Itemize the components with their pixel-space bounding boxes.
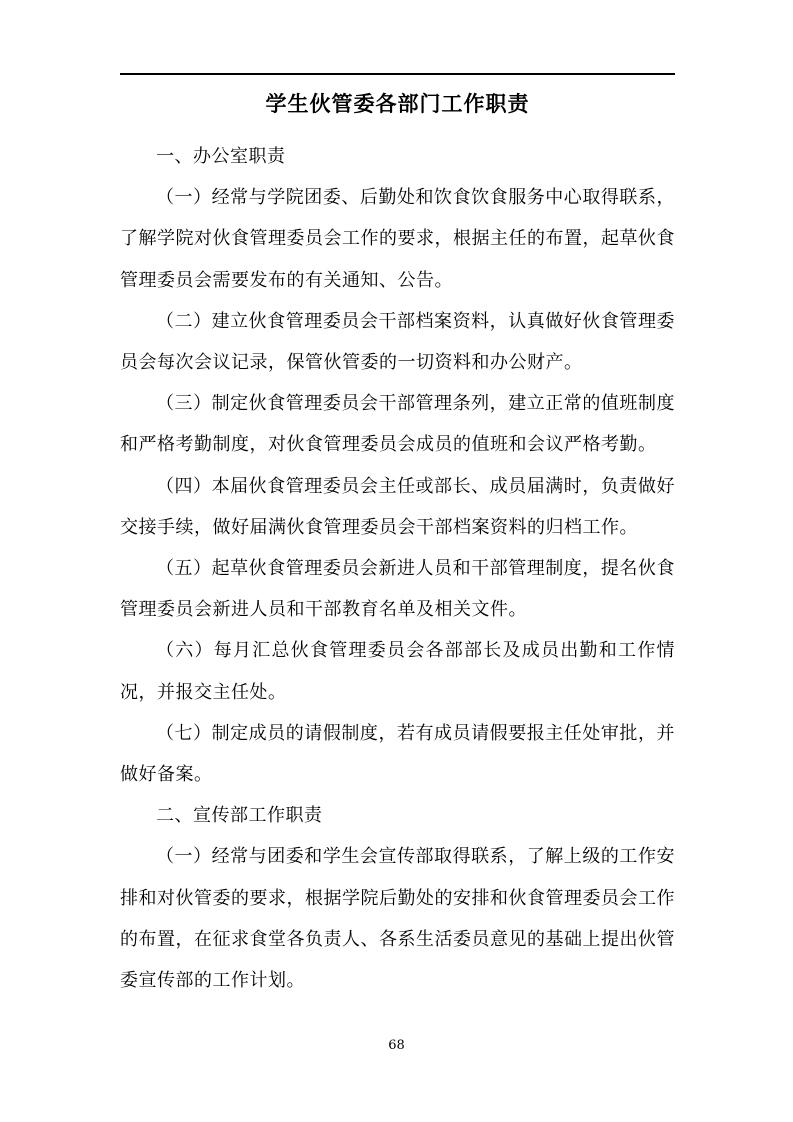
office-duty-item-6: （六）每月汇总伙食管理委员会各部部长及成员出勤和工作情况，并报交主任处。 <box>120 640 675 703</box>
section-heading-office: 一、办公室职责 <box>156 146 286 167</box>
header-rule <box>120 73 675 75</box>
document-body <box>120 136 675 1001</box>
publicity-duty-item-1: （一）经常与团委和学生会宣传部取得联系，了解上级的工作安排和对伙管委的要求，根据学院后勤处的安排和伙食管理委员会工作的布置，在征求食堂各负责人、各系生活委员意见的基础上提出伙管委宣传部的工作计划。 <box>120 846 675 992</box>
office-duty-item-7: （七）制定成员的请假制度，若有成员请假要报主任处审批，并做好备案。 <box>120 722 675 786</box>
office-duty-item-4: （四）本届伙食管理委员会主任或部长、成员届满时，负责做好交接手续，做好届满伙食管理委员会干部档案资料的归档工作。 <box>120 475 675 538</box>
office-duty-item-1: （一）经常与学院团委、后勤处和饮食饮食服务中心取得联系，了解学院对伙食管理委员会工作的要求，根据主任的布置，起草伙食管理委员会需要发布的有关通知、公告。 <box>120 187 675 291</box>
section-heading-publicity: 二、宣传部工作职责 <box>156 805 323 827</box>
office-duty-item-5: （五）起草伙食管理委员会新进人员和干部管理制度，提名伙食管理委员会新进人员和干部教育名单及相关文件。 <box>120 558 675 621</box>
document-title: 学生伙管委各部门工作职责 <box>265 92 530 116</box>
office-duty-item-3: （三）制定伙食管理委员会干部管理条列，建立正常的值班制度和严格考勤制度，对伙食管理委员会成员的值班和会议严格考勤。 <box>120 393 675 456</box>
office-duty-item-2: （二）建立伙食管理委员会干部档案资料，认真做好伙食管理委员会每次会议记录，保管伙管委的一切资料和办公财产。 <box>120 310 675 374</box>
page-number: 68 <box>388 1038 405 1053</box>
